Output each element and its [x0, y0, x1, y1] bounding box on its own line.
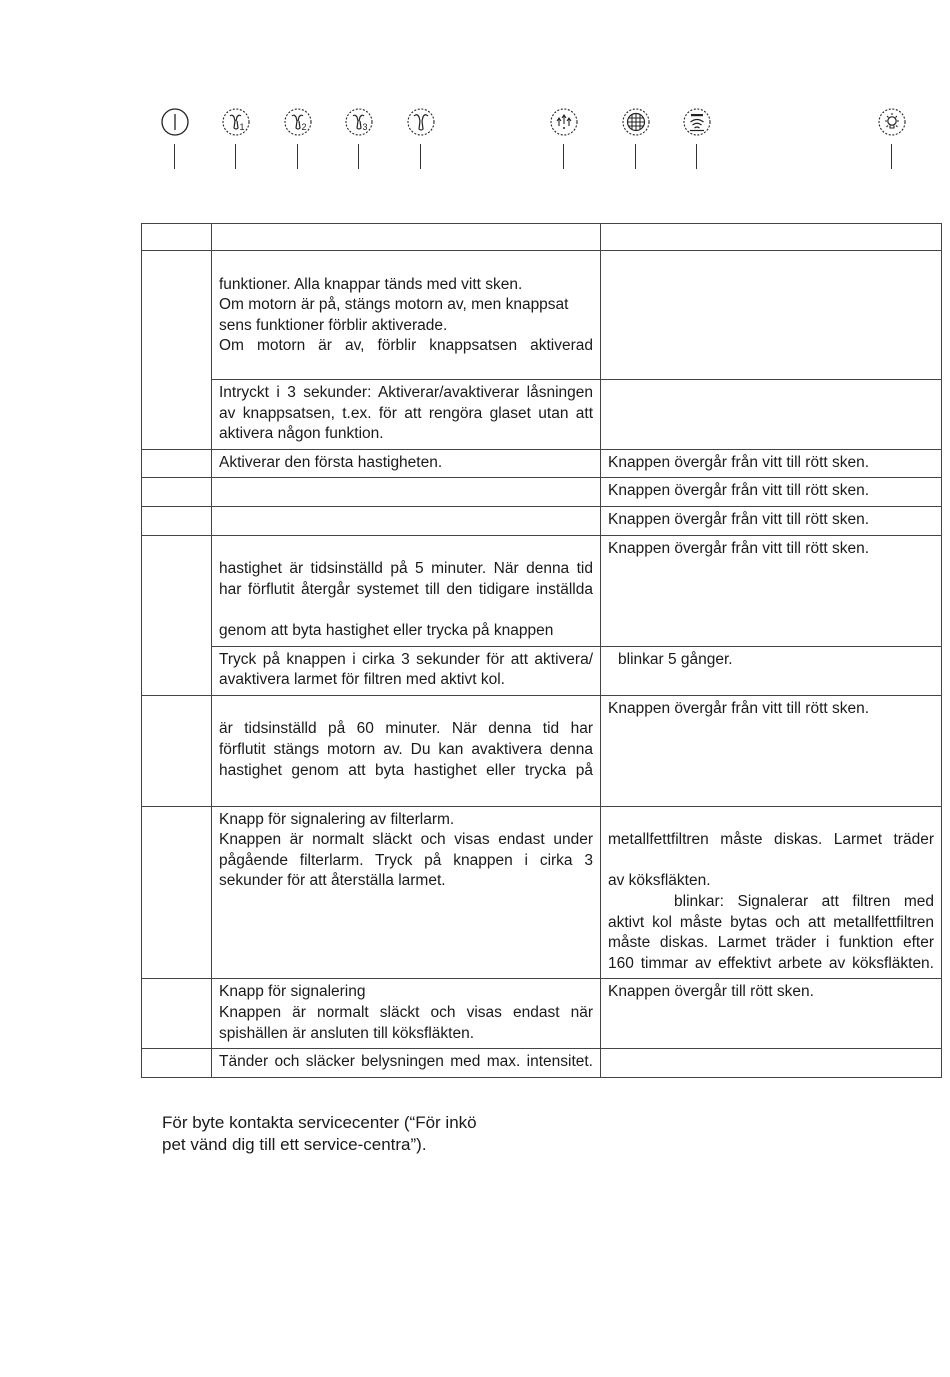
led-text: av köksfläkten. — [608, 872, 711, 890]
table-row — [142, 1049, 942, 1078]
svg-text:3: 3 — [362, 122, 368, 132]
symbol-cell — [142, 506, 212, 535]
led-cell — [601, 806, 942, 979]
function-cell — [212, 535, 601, 646]
function-cell — [212, 646, 601, 695]
pointer-line — [174, 144, 175, 169]
text-line — [219, 539, 593, 560]
fan-speed-3-icon — [344, 107, 374, 137]
intensive-button[interactable] — [406, 107, 436, 171]
led-text: måste diskas. Larmet träder i funktion efter — [608, 934, 934, 952]
symbol-cell — [142, 806, 212, 979]
function-cell: Aktiverar den första hastigheten. — [212, 449, 601, 478]
power-icon — [160, 107, 190, 137]
pointer-line — [420, 144, 421, 169]
function-cell — [212, 1049, 601, 1078]
table-header-row — [142, 224, 942, 251]
text-line — [219, 699, 593, 720]
pointer-line — [563, 144, 564, 169]
pointer-line — [696, 144, 697, 169]
text-line: Intryckt i 3 sekunder: Aktiverar/avaktiverar låsningen — [219, 384, 593, 401]
header-cell-symbol — [142, 224, 212, 251]
text-line: har förflutit återgår systemet till den tidigare inställda — [219, 580, 593, 598]
function-cell — [212, 506, 601, 535]
led-cell — [601, 380, 942, 450]
svg-text:2: 2 — [301, 122, 307, 132]
text-line: Knapp för signalering — [219, 983, 366, 1001]
table-row — [142, 380, 942, 450]
hob-connection-button[interactable] — [682, 107, 712, 171]
table-row — [142, 449, 942, 478]
pointer-line — [635, 144, 636, 169]
text-line: hastighet är tidsinställd på 5 minuter. När denna tid — [219, 560, 593, 578]
text-line: funktioner. Alla knappar tänds med vitt sken. — [219, 275, 523, 293]
text-line: förflutit stängs motorn av. Du kan avaktivera denna — [219, 740, 593, 758]
function-cell — [212, 979, 601, 1049]
led-text — [608, 810, 934, 831]
text-line: avaktivera larmet för filtren med aktivt kol. — [219, 671, 505, 689]
table-row — [142, 478, 942, 507]
text-line — [219, 254, 593, 275]
text-line: Tryck på knappen i cirka 3 sekunder för att aktivera/ — [219, 650, 593, 668]
led-cell: Knappen övergår till rött sken. — [601, 979, 942, 1049]
led-cell — [601, 646, 942, 695]
table-row — [142, 251, 942, 380]
function-cell — [212, 695, 601, 806]
header-cell-led — [601, 224, 942, 251]
pointer-line — [358, 144, 359, 169]
led-cell: Knappen övergår från vitt till rött sken. — [601, 506, 942, 535]
text-line: Tänder och släcker belysningen med max. intensitet. — [219, 1053, 593, 1071]
text-line: genom att byta hastighet eller trycka på knappen — [219, 621, 554, 639]
text-line — [219, 781, 593, 802]
speed-2-button[interactable] — [283, 107, 313, 171]
fan-speed-2-icon — [283, 107, 313, 137]
symbol-cell — [142, 1049, 212, 1078]
led-text: blinkar 5 gånger. — [618, 650, 733, 668]
symbol-cell — [142, 695, 212, 806]
function-cell — [212, 380, 601, 450]
table-row — [142, 695, 942, 806]
text-line: pågående filterlarm. Tryck på knappen i cirka 3 — [219, 851, 593, 869]
timer-button[interactable] — [549, 107, 579, 171]
text-line: Knappen är normalt släckt och visas endast under — [219, 831, 593, 849]
hob-connection-icon — [682, 107, 712, 137]
function-cell — [212, 806, 601, 979]
symbol-cell — [142, 478, 212, 507]
light-button[interactable] — [877, 107, 907, 171]
header-cell-function — [212, 224, 601, 251]
service-note-line: För byte kontakta servicecenter (“För inkö — [162, 1113, 477, 1132]
text-line: Knapp för signalering av filterlarm. — [219, 810, 455, 828]
led-cell — [601, 1049, 942, 1078]
symbol-cell — [142, 979, 212, 1049]
pointer-line — [297, 144, 298, 169]
control-icon-row — [0, 107, 950, 171]
table-row — [142, 979, 942, 1049]
text-line: är tidsinställd på 60 minuter. När denna tid har — [219, 720, 593, 738]
power-button[interactable] — [160, 107, 190, 171]
pointer-line — [891, 144, 892, 169]
led-cell: Knappen övergår från vitt till rött sken. — [601, 535, 942, 646]
led-cell: Knappen övergår från vitt till rött sken. — [601, 478, 942, 507]
table-row — [142, 535, 942, 646]
symbol-cell — [142, 449, 212, 478]
led-text: blinkar: Signalerar att filtren med — [674, 893, 934, 911]
led-text: metallfettfiltren måste diskas. Larmet träder — [608, 831, 934, 849]
filter-grid-icon — [621, 107, 651, 137]
timer-icon — [549, 107, 579, 137]
text-line: spishällen är ansluten till köksfläkten. — [219, 1024, 475, 1042]
text-line: av knappsatsen, t.ex. för att rengöra glaset utan att — [219, 404, 593, 422]
table-row — [142, 506, 942, 535]
symbol-cell — [142, 535, 212, 695]
text-line: sekunder för att återställa larmet. — [219, 872, 446, 890]
filter-button[interactable] — [621, 107, 651, 171]
symbol-cell — [142, 251, 212, 450]
function-table — [141, 223, 942, 1078]
function-cell — [212, 478, 601, 507]
service-note-line: pet vänd dig till ett service-centra”). — [162, 1135, 427, 1154]
led-cell: Knappen övergår från vitt till rött sken. — [601, 695, 942, 806]
table-row — [142, 646, 942, 695]
fan-intensive-icon — [406, 107, 436, 137]
text-line — [219, 600, 593, 621]
speed-1-button[interactable] — [221, 107, 251, 171]
light-icon — [877, 107, 907, 137]
text-line: Om motorn är på, stängs motorn av, men knappsat — [219, 296, 569, 314]
led-text — [608, 851, 934, 872]
led-cell: Knappen övergår från vitt till rött sken. — [601, 449, 942, 478]
table-row — [142, 806, 942, 979]
fan-speed-1-icon — [221, 107, 251, 137]
svg-text:1: 1 — [239, 122, 245, 132]
text-line: Knappen är normalt släckt och visas endast när — [219, 1004, 593, 1022]
led-cell — [601, 251, 942, 380]
service-note — [162, 1112, 582, 1156]
speed-3-button[interactable] — [344, 107, 374, 171]
text-line: Om motorn är av, förblir knappsatsen aktiverad — [219, 337, 593, 355]
led-text: aktivt kol måste bytas och att metallfettfiltren — [608, 913, 934, 931]
text-line: sens funktioner förblir aktiverade. — [219, 316, 448, 334]
led-text: 160 timmar av effektivt arbete av köksfläkten. — [608, 954, 934, 972]
text-line: aktivera någon funktion. — [219, 425, 384, 443]
pointer-line — [235, 144, 236, 169]
text-line: hastighet genom att byta hastighet eller trycka på — [219, 761, 593, 779]
function-cell — [212, 251, 601, 380]
